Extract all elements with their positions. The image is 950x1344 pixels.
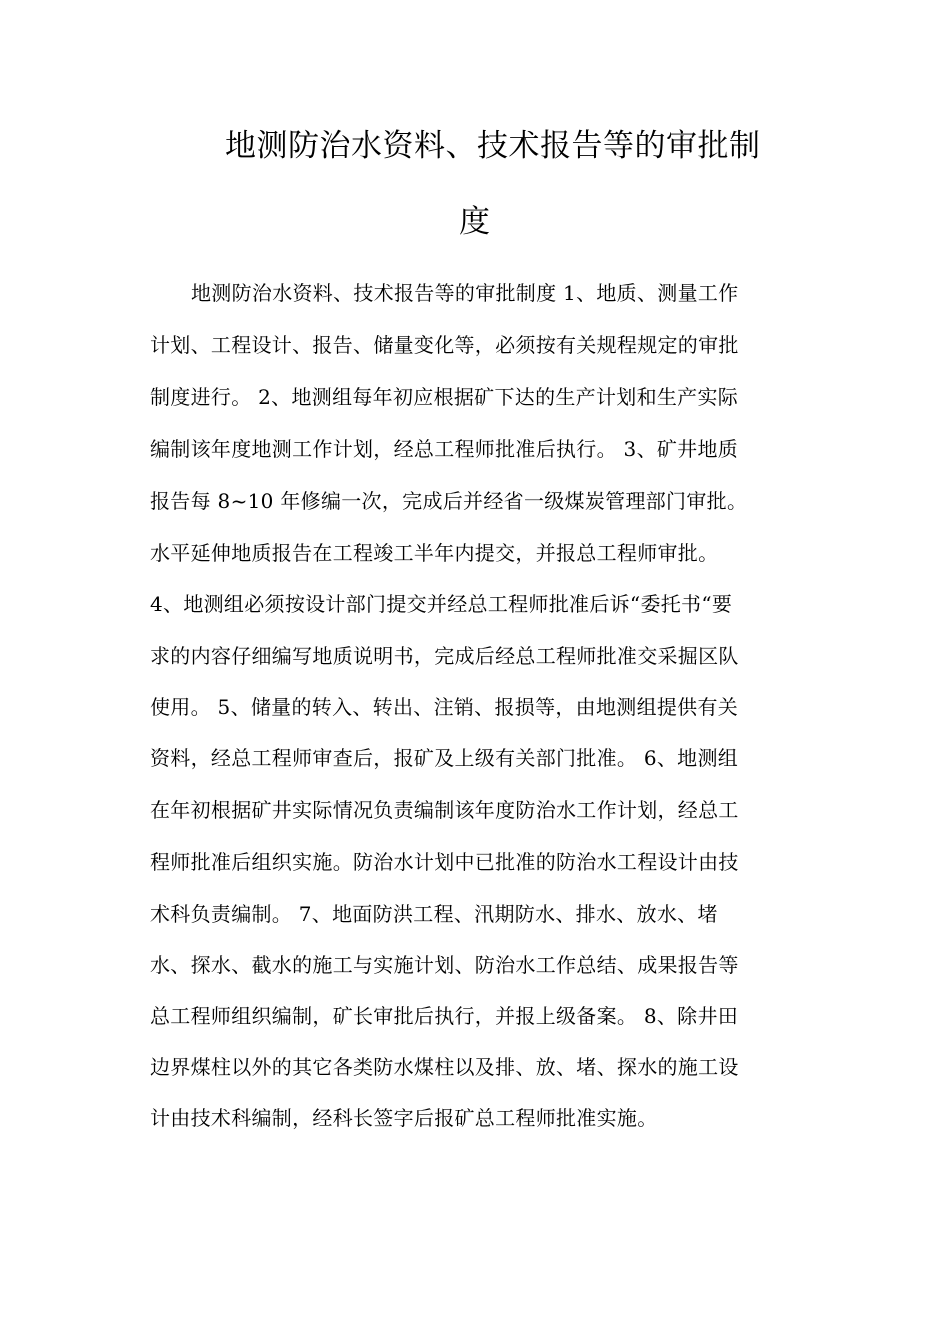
body-line: 地测防治水资料、技术报告等的审批制度 1、地质、测量工作 xyxy=(191,281,739,305)
body-line: 在年初根据矿井实际情况负责编制该年度防治水工作计划，经总工 xyxy=(150,798,739,822)
body-line: 边界煤柱以外的其它各类防水煤柱以及排、放、堵、探水的施工设 xyxy=(150,1055,739,1079)
body-line: 计划、工程设计、报告、储量变化等，必须按有关规程规定的审批 xyxy=(150,333,739,357)
document-title-line-1: 地测防治水资料、技术报告等的审批制 xyxy=(225,128,761,164)
body-line: 计由技术科编制，经科长签字后报矿总工程师批准实施。 xyxy=(150,1106,658,1130)
body-line: 程师批准后组织实施。防治水计划中已批准的防治水工程设计由技 xyxy=(150,850,739,874)
body-line: 报告每 8~10 年修编一次，完成后并经省一级煤炭管理部门审批。 xyxy=(150,489,748,513)
body-line: 总工程师组织编制，矿长审批后执行，并报上级备案。 8、除井田 xyxy=(150,1004,739,1028)
body-line: 水、探水、截水的施工与实施计划、防治水工作总结、成果报告等 xyxy=(150,953,739,977)
body-line: 求的内容仔细编写地质说明书，完成后经总工程师批准交采掘区队 xyxy=(150,644,739,668)
body-line: 制度进行。 2、地测组每年初应根据矿下达的生产计划和生产实际 xyxy=(150,385,739,409)
body-line: 使用。 5、储量的转入、转出、注销、报损等，由地测组提供有关 xyxy=(150,695,739,719)
body-line: 资料，经总工程师审查后，报矿及上级有关部门批准。 6、地测组 xyxy=(150,746,739,770)
body-line: 4、地测组必须按设计部门提交并经总工程师批准后诉“委托书“要 xyxy=(150,592,733,616)
body-line: 术科负责编制。 7、地面防洪工程、汛期防水、排水、放水、堵 xyxy=(150,902,718,926)
body-line: 编制该年度地测工作计划，经总工程师批准后执行。 3、矿井地质 xyxy=(150,437,739,461)
body-line: 水平延伸地质报告在工程竣工半年内提交，并报总工程师审批。 xyxy=(150,541,719,565)
document-title-line-2: 度 xyxy=(459,204,491,240)
